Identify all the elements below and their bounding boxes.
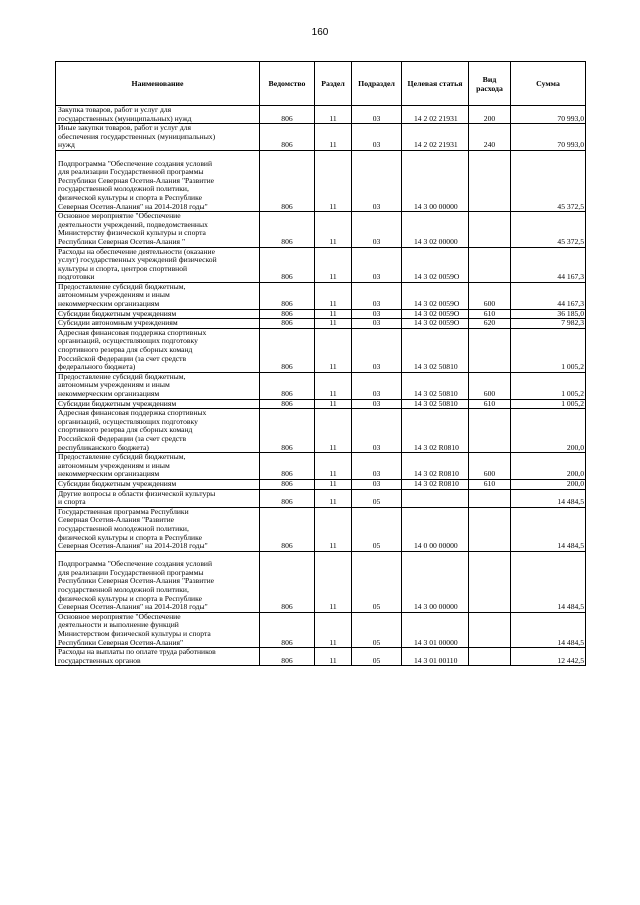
budget-table [55, 61, 586, 666]
cell-name-line: автономным учреждениям и иным [58, 380, 170, 390]
cell-department: 806 [260, 489, 315, 507]
cell-name-line: организаций, осуществляющих подготовку [58, 416, 198, 426]
cell-subsection: 05 [352, 489, 402, 507]
cell-subsection: 03 [352, 124, 402, 151]
cell-expense-type [469, 612, 511, 647]
cell-name-line: Расходы на обеспечение деятельности (оказание [58, 246, 215, 256]
table-row [56, 319, 586, 329]
cell-subsection: 03 [352, 399, 402, 409]
cell-expense-type: 600 [469, 372, 511, 399]
cell-name-line: Северная Осетия-Алания" на 2014-2018 годы" [58, 541, 208, 551]
cell-department: 806 [260, 479, 315, 489]
cell-subsection: 03 [352, 212, 402, 247]
table-row [56, 124, 586, 151]
cell-name-line: спортивного резерва для сборных команд [58, 425, 193, 435]
cell-target-article: 14 3 01 00110 [402, 648, 469, 666]
cell-sum: 200,0 [511, 453, 586, 480]
cell-target-article: 14 3 02 R0810 [402, 409, 469, 453]
cell-name-line: некоммерческим организациям [58, 299, 160, 309]
header-target-article: Целевая статья [402, 62, 469, 106]
cell-expense-type: 600 [469, 453, 511, 480]
cell-department: 806 [260, 507, 315, 551]
table-body [56, 106, 586, 666]
cell-target-article: 14 3 02 50810 [402, 372, 469, 399]
cell-name-line: Субсидии бюджетным учреждениям [58, 308, 177, 318]
cell-sum: 45 372,5 [511, 212, 586, 247]
cell-department: 806 [260, 212, 315, 247]
cell-section: 11 [315, 453, 352, 480]
cell-section: 11 [315, 612, 352, 647]
cell-name-line: государственных органов [58, 655, 141, 665]
cell-section: 11 [315, 247, 352, 282]
cell-subsection: 05 [352, 507, 402, 551]
cell-section: 11 [315, 212, 352, 247]
cell-name [56, 319, 260, 329]
cell-subsection: 03 [352, 106, 402, 124]
cell-expense-type [469, 150, 511, 211]
cell-section: 11 [315, 489, 352, 507]
cell-name-line: государственной молодежной политики, [58, 184, 189, 194]
cell-name [56, 106, 260, 124]
cell-name-line: Северная Осетия-Алания" на 2014-2018 годы" [58, 201, 208, 211]
table-row [56, 648, 586, 666]
cell-name-line: Республики Северная Осетия-Алания" [58, 637, 184, 647]
cell-name [56, 551, 260, 612]
cell-name-line: Министерством физической культуры и спорта [58, 629, 211, 639]
cell-sum: 44 167,3 [511, 247, 586, 282]
cell-name-line: Российской Федерации (за счет средств [58, 353, 187, 363]
cell-department: 806 [260, 319, 315, 329]
cell-name-line: Подпрограмма "Обеспечение создания условий [58, 559, 213, 569]
cell-name [56, 453, 260, 480]
table-row [56, 551, 586, 612]
cell-subsection: 03 [352, 319, 402, 329]
cell-expense-type: 610 [469, 479, 511, 489]
cell-section: 11 [315, 282, 352, 309]
cell-name [56, 150, 260, 211]
cell-name-line: обеспечения государственных (муниципальных) [58, 131, 216, 141]
cell-sum: 14 484,5 [511, 551, 586, 612]
cell-name [56, 247, 260, 282]
cell-target-article [402, 489, 469, 507]
table-header-row [56, 62, 586, 106]
cell-subsection: 03 [352, 409, 402, 453]
cell-name [56, 507, 260, 551]
cell-section: 11 [315, 150, 352, 211]
cell-target-article: 14 3 02 0059О [402, 319, 469, 329]
cell-name [56, 124, 260, 151]
cell-expense-type [469, 551, 511, 612]
cell-subsection: 05 [352, 551, 402, 612]
cell-name-line: Республики Северная Осетия-Алания "Развитие [58, 576, 215, 586]
table-row [56, 212, 586, 247]
cell-name-line: Основное мероприятие "Обеспечение [58, 611, 181, 621]
cell-name-line: услуг) государственных учреждений физической [58, 255, 217, 265]
cell-expense-type: 200 [469, 106, 511, 124]
cell-name-line: Республики Северная Осетия-Алания "Развитие [58, 175, 215, 185]
cell-name-line: автономным учреждениям и иным [58, 290, 170, 300]
cell-name [56, 489, 260, 507]
cell-sum: 200,0 [511, 479, 586, 489]
cell-name-line: и спорта [58, 497, 86, 507]
cell-name-line: автономным учреждениям и иным [58, 460, 170, 470]
cell-name-line: деятельности учреждений, подведомственных [58, 219, 208, 229]
cell-name-line: Республики Северная Осетия-Алания " [58, 236, 186, 246]
cell-section: 11 [315, 399, 352, 409]
cell-name-line: государственной молодежной политики, [58, 523, 189, 533]
cell-name-line: Предоставление субсидий бюджетным, [58, 452, 186, 462]
cell-target-article: 14 3 01 00000 [402, 612, 469, 647]
cell-name-line: государственных (муниципальных) нужд [58, 113, 192, 123]
cell-name [56, 372, 260, 399]
cell-department: 806 [260, 399, 315, 409]
cell-expense-type: 600 [469, 282, 511, 309]
cell-expense-type [469, 648, 511, 666]
cell-sum: 45 372,5 [511, 150, 586, 211]
cell-sum: 70 993,0 [511, 124, 586, 151]
cell-expense-type [469, 507, 511, 551]
cell-subsection: 05 [352, 612, 402, 647]
cell-target-article: 14 3 02 50810 [402, 399, 469, 409]
table-row [56, 453, 586, 480]
cell-department: 806 [260, 124, 315, 151]
cell-name-line: некоммерческим организациям [58, 469, 160, 479]
header-subsection: Подраздел [352, 62, 402, 106]
cell-target-article: 14 2 02 21931 [402, 106, 469, 124]
cell-section: 11 [315, 319, 352, 329]
cell-target-article: 14 3 02 50810 [402, 328, 469, 372]
cell-name-line: Российской Федерации (за счет средств [58, 433, 187, 443]
cell-name-line: деятельности и выполнение функций [58, 620, 179, 630]
cell-department: 806 [260, 106, 315, 124]
cell-sum: 1 005,2 [511, 372, 586, 399]
table-row [56, 507, 586, 551]
table-row [56, 612, 586, 647]
cell-target-article: 14 3 00 00000 [402, 150, 469, 211]
cell-target-article: 14 3 00 00000 [402, 551, 469, 612]
cell-department: 806 [260, 551, 315, 612]
cell-name [56, 212, 260, 247]
cell-sum: 70 993,0 [511, 106, 586, 124]
cell-subsection: 03 [352, 372, 402, 399]
table-row [56, 328, 586, 372]
cell-name-line: Министерству физической культуры и спорта [58, 228, 206, 238]
cell-name-line: спортивного резерва для сборных команд [58, 345, 193, 355]
cell-expense-type [469, 212, 511, 247]
table-row [56, 106, 586, 124]
cell-name-line: для реализации Государственной программы [58, 567, 204, 577]
cell-sum: 12 442,5 [511, 648, 586, 666]
cell-expense-type: 610 [469, 399, 511, 409]
cell-expense-type: 620 [469, 319, 511, 329]
cell-name-line: Субсидии автономным учреждениям [58, 318, 178, 328]
page-number: 160 [311, 27, 329, 38]
cell-section: 11 [315, 507, 352, 551]
cell-sum: 14 484,5 [511, 612, 586, 647]
cell-sum: 7 982,3 [511, 319, 586, 329]
cell-sum: 14 484,5 [511, 507, 586, 551]
cell-section: 11 [315, 648, 352, 666]
table-row [56, 489, 586, 507]
cell-target-article: 14 3 02 R0810 [402, 453, 469, 480]
cell-name-line: государственной молодежной политики, [58, 585, 189, 595]
cell-name-line: Другие вопросы в области физической культуры [58, 488, 216, 498]
cell-section: 11 [315, 479, 352, 489]
cell-name-line: Субсидии бюджетным учреждениям [58, 478, 177, 488]
table-row [56, 282, 586, 309]
cell-name [56, 648, 260, 666]
header-section: Раздел [315, 62, 352, 106]
cell-name-line: нужд [58, 140, 75, 150]
cell-section: 11 [315, 309, 352, 319]
cell-sum: 200,0 [511, 409, 586, 453]
cell-name-line: Адресная финансовая поддержка спортивных [58, 408, 207, 418]
cell-name-line: некоммерческим организациям [58, 389, 160, 398]
cell-sum: 36 185,0 [511, 309, 586, 319]
table-row [56, 247, 586, 282]
cell-subsection: 03 [352, 150, 402, 211]
cell-name-line: Подпрограмма "Обеспечение создания условий [58, 158, 213, 168]
cell-name-line: Северная Осетия-Алания" на 2014-2018 годы" [58, 602, 208, 612]
cell-name-line: Субсидии бюджетным учреждениям [58, 398, 177, 408]
cell-name-line: физической культуры и спорта в Республике [58, 532, 202, 542]
header-sum: Сумма [511, 62, 586, 106]
cell-department: 806 [260, 150, 315, 211]
cell-section: 11 [315, 372, 352, 399]
cell-expense-type [469, 409, 511, 453]
cell-department: 806 [260, 247, 315, 282]
cell-expense-type [469, 328, 511, 372]
cell-subsection: 03 [352, 479, 402, 489]
cell-target-article: 14 2 02 21931 [402, 124, 469, 151]
cell-name-line: Государственная программа Республики [58, 506, 189, 516]
cell-name-line: Расходы на выплаты по оплате труда работников [58, 647, 216, 657]
cell-name-line: Основное мероприятие "Обеспечение [58, 211, 181, 221]
cell-expense-type: 240 [469, 124, 511, 151]
cell-name-line: физической культуры и спорта в Республике [58, 192, 202, 202]
cell-sum: 1 005,2 [511, 328, 586, 372]
cell-expense-type: 610 [469, 309, 511, 319]
cell-sum: 14 484,5 [511, 489, 586, 507]
cell-subsection: 03 [352, 453, 402, 480]
cell-name-line: Предоставление субсидий бюджетным, [58, 281, 186, 291]
cell-subsection: 03 [352, 328, 402, 372]
cell-name [56, 479, 260, 489]
cell-name-line: физической культуры и спорта в Республике [58, 593, 202, 603]
cell-department: 806 [260, 328, 315, 372]
cell-name-line: Иные закупки товаров, работ и услуг для [58, 123, 192, 133]
cell-section: 11 [315, 551, 352, 612]
cell-name-line: культуры и спорта, центров спортивной [58, 263, 188, 273]
cell-section: 11 [315, 409, 352, 453]
cell-subsection: 03 [352, 247, 402, 282]
cell-name-line: подготовки [58, 272, 95, 282]
cell-section: 11 [315, 124, 352, 151]
cell-target-article: 14 3 02 0059О [402, 282, 469, 309]
cell-name [56, 612, 260, 647]
cell-subsection: 05 [352, 648, 402, 666]
cell-department: 806 [260, 453, 315, 480]
cell-name-line: Адресная финансовая поддержка спортивных [58, 327, 207, 337]
cell-target-article: 14 3 02 00000 [402, 212, 469, 247]
cell-department: 806 [260, 372, 315, 399]
cell-target-article: 14 3 02 0059О [402, 309, 469, 319]
cell-department: 806 [260, 309, 315, 319]
cell-name-line: Предоставление субсидий бюджетным, [58, 371, 186, 381]
cell-target-article: 14 3 02 0059О [402, 247, 469, 282]
cell-name-line: республиканского бюджета) [58, 442, 149, 452]
header-department: Ведомство [260, 62, 315, 106]
cell-subsection: 03 [352, 309, 402, 319]
cell-name [56, 328, 260, 372]
table-row [56, 150, 586, 211]
cell-department: 806 [260, 612, 315, 647]
cell-name [56, 282, 260, 309]
cell-name-line: Закупка товаров, работ и услуг для [58, 105, 172, 114]
table-row [56, 372, 586, 399]
table-row [56, 409, 586, 453]
cell-department: 806 [260, 648, 315, 666]
cell-name-line: для реализации Государственной программы [58, 167, 204, 177]
cell-expense-type [469, 247, 511, 282]
cell-sum: 1 005,2 [511, 399, 586, 409]
header-name: Наименование [56, 62, 260, 106]
cell-name-line: Северная Осетия-Алания "Развитие [58, 515, 175, 525]
table-row [56, 479, 586, 489]
cell-name [56, 409, 260, 453]
cell-target-article: 14 3 02 R0810 [402, 479, 469, 489]
cell-department: 806 [260, 282, 315, 309]
cell-section: 11 [315, 328, 352, 372]
cell-sum: 44 167,3 [511, 282, 586, 309]
cell-expense-type [469, 489, 511, 507]
cell-section: 11 [315, 106, 352, 124]
cell-name-line: федерального бюджета) [58, 362, 136, 372]
header-expense-type: Вид расхода [469, 62, 511, 106]
cell-name-line: организаций, осуществляющих подготовку [58, 336, 198, 346]
cell-department: 806 [260, 409, 315, 453]
cell-target-article: 14 0 00 00000 [402, 507, 469, 551]
cell-subsection: 03 [352, 282, 402, 309]
